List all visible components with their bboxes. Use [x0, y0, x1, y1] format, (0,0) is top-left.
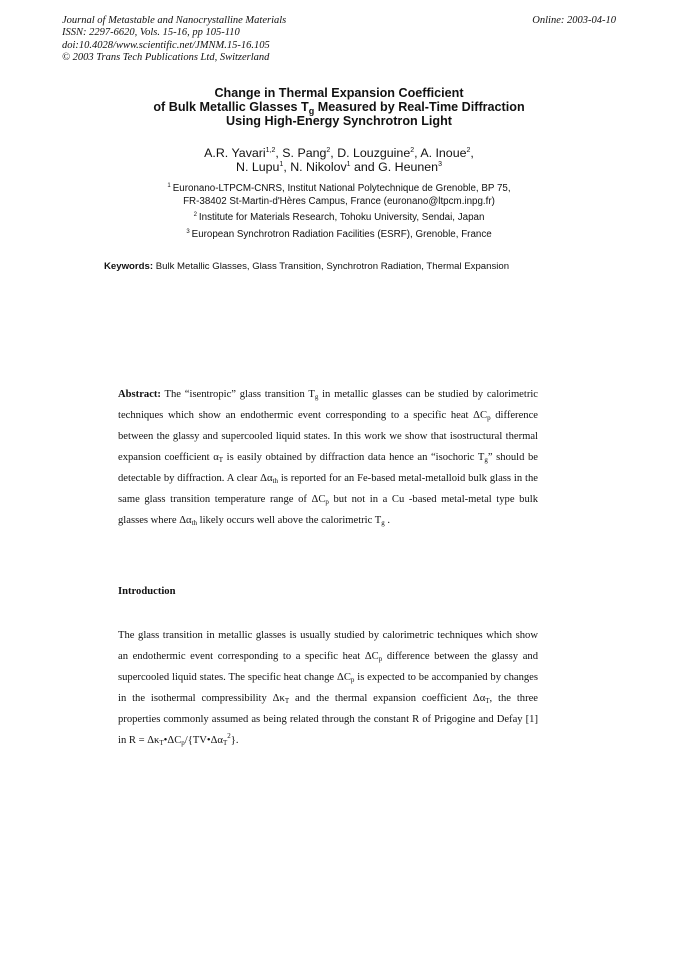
paper-title	[80, 86, 598, 129]
title-line-1: Change in Thermal Expansion Coefficient	[214, 86, 464, 100]
journal-issn: ISSN: 2297-6620, Vols. 15-16, pp 105-110	[62, 27, 240, 39]
introduction-heading: Introduction	[118, 586, 176, 597]
affiliation-2: $^2$ Institute for Materials Research, Tohoku University, Sendai, Japan	[193, 212, 485, 223]
author-name: A. Inoue	[420, 146, 467, 160]
affiliation-1: $^1$ Euronano-LTPCM-CNRS, Institut National Polytechnique de Grenoble, BP 75, FR-38402 St-Martin-d'Hères Campus, France (euronano@ltpcm.inpg.fr)	[167, 183, 511, 208]
author-line-2: N. Lupu$^1$, N. Nikolov$^1$ and G. Heunen$^3$	[236, 160, 442, 175]
journal-copyright: © 2003 Trans Tech Publications Ltd, Switzerland	[62, 51, 270, 63]
author-line-1: A.R. Yavari$^{1,2}$, S. Pang$^2$, D. Louzguine$^2$, A. Inoue$^2$,	[204, 146, 474, 160]
journal-name: Journal of Metastable and Nanocrystalline Materials	[62, 15, 287, 26]
abstract: Abstract: The “isentropic” glass transition Tg in metallic glasses can be studied by calorimetric techniques which show an endothermic event corresponding to a specific heat ΔCp difference between the glassy and supercooled liquid states. In this work we show that isostructural thermal expansion coefficient αT is easily obtained by diffraction data hence an “isochoric Tg” should be detectable by diffraction. A clear Δαth is reported for an Fe-based metal-metalloid bulk glass in the same glass transition temperature range of ΔCp but not in a Cu -based metal-metal type bulk glasses where Δαth likely occurs well above the calorimetric Tg .	[118, 389, 538, 527]
author-name: S. Pang	[282, 146, 327, 160]
keywords-text: Bulk Metallic Glasses, Glass Transition, Synchrotron Radiation, Thermal Expansion	[153, 261, 510, 272]
author-list	[80, 146, 598, 175]
author-name: G. Heunen	[378, 160, 439, 175]
journal-header	[62, 15, 622, 64]
title-line-3: Using High-Energy Synchrotron Light	[226, 114, 452, 129]
introduction-paragraph: The glass transition in metallic glasses is usually studied by calorimetric techniques which show an endothermic event corresponding to a specific heat ΔCp difference between the glassy and supercooled liquid states. The specific heat change ΔCp is expected to be accompanied by changes in the isothermal compressibility ΔκT and the thermal expansion coefficient ΔαT, the three properties commonly assumed as being related through the constant R of Prigogine and Defay [1] in R = ΔκT•ΔCp/{TV•ΔαT$^2$}.	[118, 630, 539, 747]
author-name: N. Lupu	[236, 160, 280, 175]
author-name: N. Nikolov	[290, 160, 347, 175]
title-line-2: of Bulk Metallic Glasses $T_g$ Measured by Real-Time Diffraction	[153, 100, 525, 117]
keywords	[104, 261, 509, 272]
author-name: D. Louzguine	[337, 146, 411, 160]
abstract-label: Abstract:	[118, 389, 161, 400]
author-name: A.R. Yavari	[204, 146, 266, 160]
affiliation-3: $^3$ European Synchrotron Radiation Facilities (ESRF), Grenoble, France	[186, 229, 492, 240]
journal-doi[interactable]: doi:10.4028/www.scientific.net/JMNM.15-16.105	[62, 39, 270, 51]
keywords-label: Keywords:	[104, 261, 154, 272]
online-date: Online: 2003-04-10	[532, 15, 616, 26]
